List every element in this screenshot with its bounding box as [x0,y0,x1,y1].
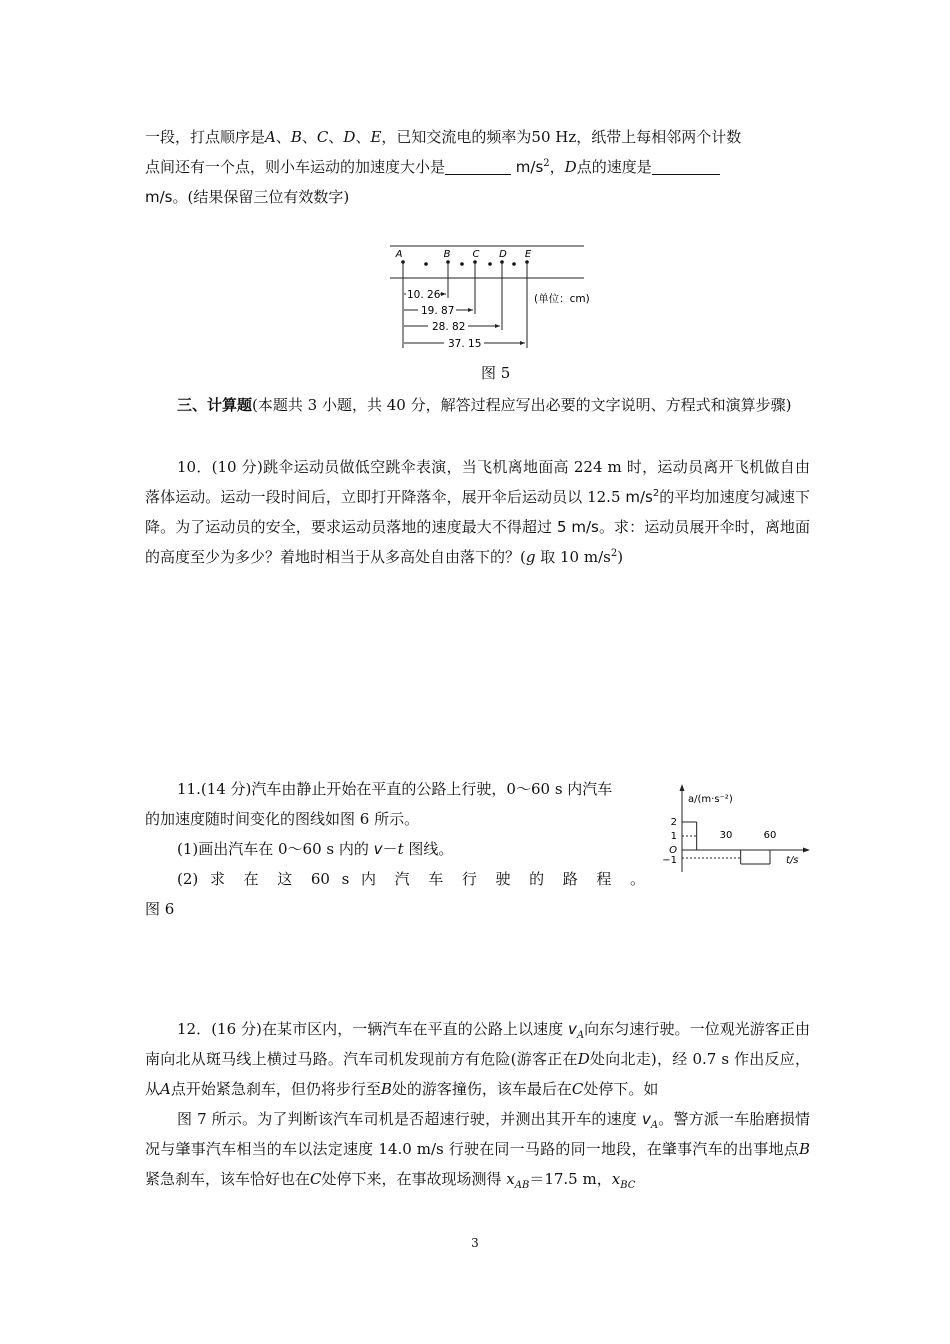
tape-dot [424,262,428,266]
figure-6-acceleration-chart [662,784,816,876]
tape-label-c: C [472,249,480,260]
question-10: 10．(10 分)跳伞运动员做低空跳伞表演，当飞机离地面高 224 m 时，运动员离开飞机做自由落体运动。运动一段时间后，立即打开降落伞，展开伞后运动员以 12.5 $m/s^2$的平均加速度匀减速下降。为了运动员的安全，要求运动员落地的速度最大不得超过 5 m/s。求：运动员展开伞时，离地面的高度至少为多少？着地时相当于从多高处自由落下的？(g 取 10 $m/s^2$) [145,458,810,566]
answer-blank-velocity-d[interactable] [652,159,720,175]
question-11 [145,774,645,924]
distance-ab: 10. 26 [407,289,441,301]
x-axis-label: t/s [786,855,799,866]
q12-paragraph-1: 12．(16 分)在某市区内，一辆汽车在平直的公路上以速度 $v_A$向东匀速行驶。一位观光游客正由南向北从斑马线上横过马路。汽车司机发现前方有危险(游客正在D处向北走)，经 0.7 s 作出反应，从A点开始紧急刹车，但仍将步行至B处的游客撞伤，该车最后在C处停下。如 [145,1020,811,1098]
tape-label-e: E [524,249,532,260]
x-tick-60: 60 [763,830,777,841]
figure-5-ticker-tape [388,240,628,352]
q9-text: 一段，打点顺序是A、B、C、D、E，已知交流电的频率为50 Hz，纸带上每相邻两个计数 点间还有一个点，则小车运动的加速度大小是 $m/s^2$，D点的速度是 m/s。(结果保留三位有效数字) [145,128,742,206]
unit-label: (单位：cm) [534,293,590,305]
distance-ad: 28. 82 [432,321,466,333]
tape-dot [488,262,492,266]
y-tick-2: 2 [670,817,677,828]
section-3-heading: 三、计算题(本题共 3 小题，共 40 分，解答过程应写出必要的文字说明、方程式和演算步骤) [177,396,792,414]
figure-6-caption: 图 6 [145,900,175,918]
q11-line-3: (1)画出汽车在 0～60 s 内的 v－t 图线。 [177,840,454,858]
answer-blank-acceleration[interactable] [445,159,511,175]
origin-label: O [669,845,677,856]
figure-5-caption: 图 5 [481,364,511,382]
tape-label-d: D [499,249,507,260]
q11-line-4: (2) 求 在 这 60 s 内 汽 车 行 驶 的 路 程 。 [177,870,645,888]
question-12 [145,1014,810,1194]
tape-label-b: B [443,249,451,260]
tape-dot [460,262,464,266]
tape-dot [512,262,516,266]
x-tick-30: 30 [719,830,733,841]
y-tick-minus-1: −1 [662,855,677,866]
distance-ae: 37. 15 [448,338,482,350]
q11-line-1: 11.(14 分)汽车由静止开始在平直的公路上行驶，0～60 s 内汽车 [177,780,613,798]
tape-label-a: A [395,249,403,260]
y-axis-label: a/(m·s⁻²) [688,794,733,805]
q11-line-2: 的加速度随时间变化的图线如图 6 所示。 [145,810,420,828]
q12-paragraph-2: 图 7 所示。为了判断该汽车司机是否超速行驶，并测出其开车的速度 $v_A$。警方派一车胎磨损情况与肇事汽车相当的车以法定速度 14.0 m/s 行驶在同一马路的同一地段，在肇事汽车的出事地点B紧急刹车，该车恰好也在C处停下来，在事故现场测得 $x_{AB}=17.5$ m，$x_{BC}$ [145,1110,810,1191]
distance-ac: 19. 87 [421,305,455,317]
y-tick-1: 1 [670,831,677,842]
page-number: 3 [471,1236,479,1250]
